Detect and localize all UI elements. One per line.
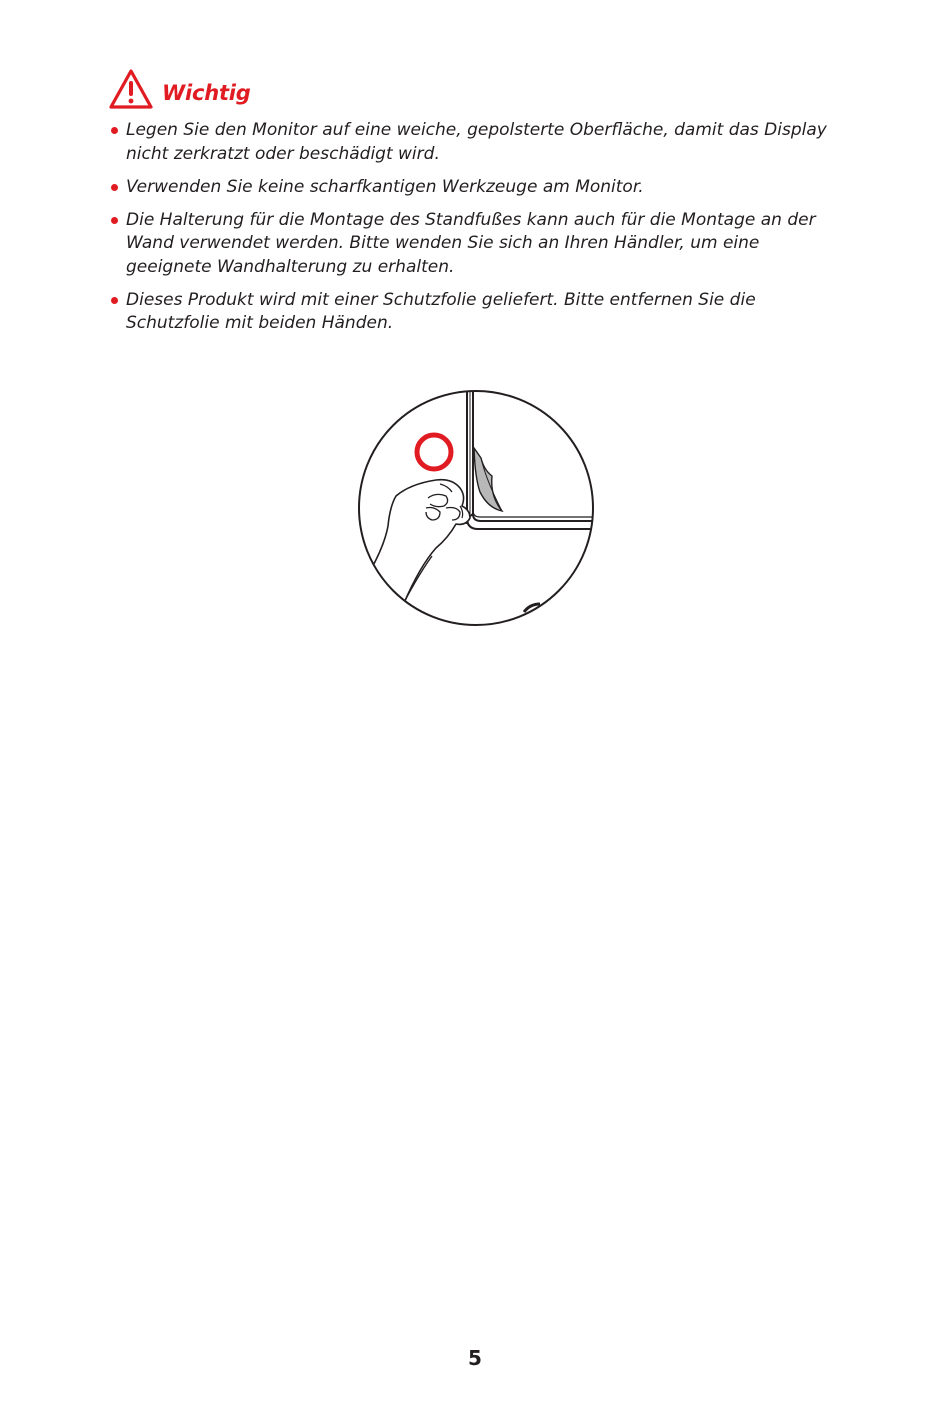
list-item: [108, 209, 848, 280]
notice-header: [108, 68, 251, 110]
bullet-text: Die Halterung für die Montage des Standfußes kann auch für die Montage an der Wand verwendet werden. Bitte wenden Sie sich an Ihren Händler, um eine geeignete Wandhalterung zu erhalten.: [126, 209, 816, 277]
notice-title: Wichtig: [162, 81, 251, 105]
warning-triangle-icon: [108, 68, 154, 110]
bullet-dot-icon: [111, 217, 118, 224]
bullet-dot-icon: [111, 127, 118, 134]
bullet-text: Dieses Produkt wird mit einer Schutzfolie geliefert. Bitte entfernen Sie die Schutzfolie mit beiden Händen.: [126, 289, 756, 333]
bullet-dot-icon: [111, 184, 118, 191]
bullet-text: Verwenden Sie keine scharfkantigen Werkzeuge am Monitor.: [126, 176, 644, 197]
notice-bullet-list: [108, 119, 848, 345]
page-number: 5: [468, 1346, 482, 1370]
bullet-text: Legen Sie den Monitor auf eine weiche, gepolsterte Oberfläche, damit das Display nicht zerkratzt oder beschädigt wird.: [126, 120, 827, 164]
bullet-dot-icon: [111, 297, 118, 304]
protective-film-removal-illustration: [356, 388, 596, 628]
list-item: [108, 176, 848, 200]
list-item: [108, 119, 848, 166]
list-item: [108, 289, 848, 336]
